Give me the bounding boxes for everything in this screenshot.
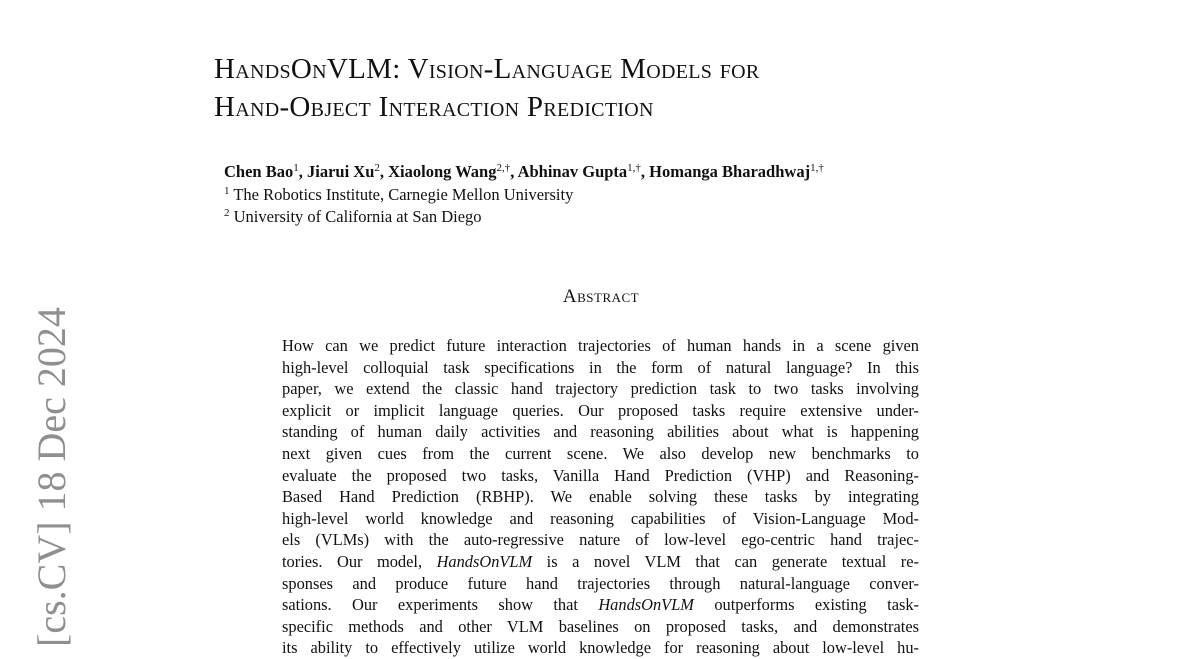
- abstract-line: sponses and produce future hand trajectories through natural-language conver-: [282, 573, 919, 593]
- abstract-line: standing of human daily activities and reasoning abilities about what is happening: [282, 422, 919, 442]
- affiliation-1: [224, 184, 573, 206]
- author-name: Jiarui Xu: [306, 162, 375, 181]
- author-name: Abhinav Gupta: [517, 162, 628, 181]
- model-name-italic: HandsOnVLM: [436, 551, 533, 571]
- affiliation-mark: 2: [224, 207, 230, 219]
- abstract-line: its ability to effectively utilize world knowledge for reasoning about low-level hu-: [282, 638, 919, 658]
- abstract-line: sations. Our experiments show that HandsOnVLM outperforms existing task-: [282, 595, 919, 615]
- abstract-line: els (VLMs) with the auto-regressive nature of low-level ego-centric hand trajec-: [282, 530, 919, 550]
- abstract-heading: [0, 285, 1200, 309]
- author-affiliation-mark: 1,†: [627, 162, 641, 174]
- affiliation-text: University of California at San Diego: [233, 207, 482, 226]
- paper-title-line-1: HandsOnVLM: Vision-Language Models for: [214, 53, 760, 85]
- author-affiliation-mark: 2: [374, 162, 380, 174]
- paper-title: [214, 50, 994, 126]
- abstract-body: [282, 335, 919, 659]
- model-name-italic: HandsOnVLM: [598, 595, 694, 615]
- author-affiliation-mark: 1,†: [810, 162, 824, 174]
- arxiv-stamp: [29, 0, 74, 648]
- abstract-line: explicit or implicit language queries. Our proposed tasks require extensive under-: [282, 400, 919, 420]
- abstract-heading-text: Abstract: [562, 286, 640, 307]
- author-name: Homanga Bharadhwaj: [649, 162, 811, 181]
- abstract-line: tories. Our model, HandsOnVLM is a novel VLM that can generate textual re-: [282, 551, 919, 571]
- abstract-line: evaluate the proposed two tasks, Vanilla Hand Prediction (VHP) and Reasoning-: [282, 465, 919, 485]
- affiliation-mark: 1: [224, 185, 230, 197]
- author-name: Xiaolong Wang: [388, 162, 497, 181]
- author-affiliation-mark: 2,†: [496, 162, 511, 174]
- abstract-line: high-level world knowledge and reasoning capabilities of Vision-Language Mod-: [282, 508, 919, 528]
- abstract-line: specific methods and other VLM baselines on proposed tasks, and demonstrates: [282, 616, 919, 636]
- author-list: Chen Bao$^1$, Jiarui Xu$^2$, Xiaolong Wang$^{2,\dagger}$, Abhinav Gupta$^{1,\dagger}$, Homanga Bharadhwaj$^{1,\dagger}$: [224, 162, 824, 181]
- paper-title-line-2: Hand-Object Interaction Prediction: [214, 91, 654, 123]
- arxiv-stamp-text: [cs.CV] 18 Dec 2024: [29, 307, 74, 647]
- author-affiliation-mark: 1: [293, 162, 299, 174]
- abstract-line: Based Hand Prediction (RBHP). We enable solving these tasks by integrating: [282, 487, 919, 507]
- abstract-line: next given cues from the current scene. We also develop new benchmarks to: [282, 443, 919, 463]
- abstract-line: paper, we extend the classic hand trajectory prediction task to two tasks involving: [282, 379, 919, 399]
- author-name: Chen Bao: [224, 162, 294, 181]
- abstract-line: How can we predict future interaction trajectories of human hands in a scene given: [282, 336, 919, 355]
- affiliation-text: The Robotics Institute, Carnegie Mellon University: [233, 185, 574, 204]
- abstract-line: high-level colloquial task specifications in the form of natural language? In this: [282, 357, 919, 377]
- affiliation-2: [224, 206, 482, 228]
